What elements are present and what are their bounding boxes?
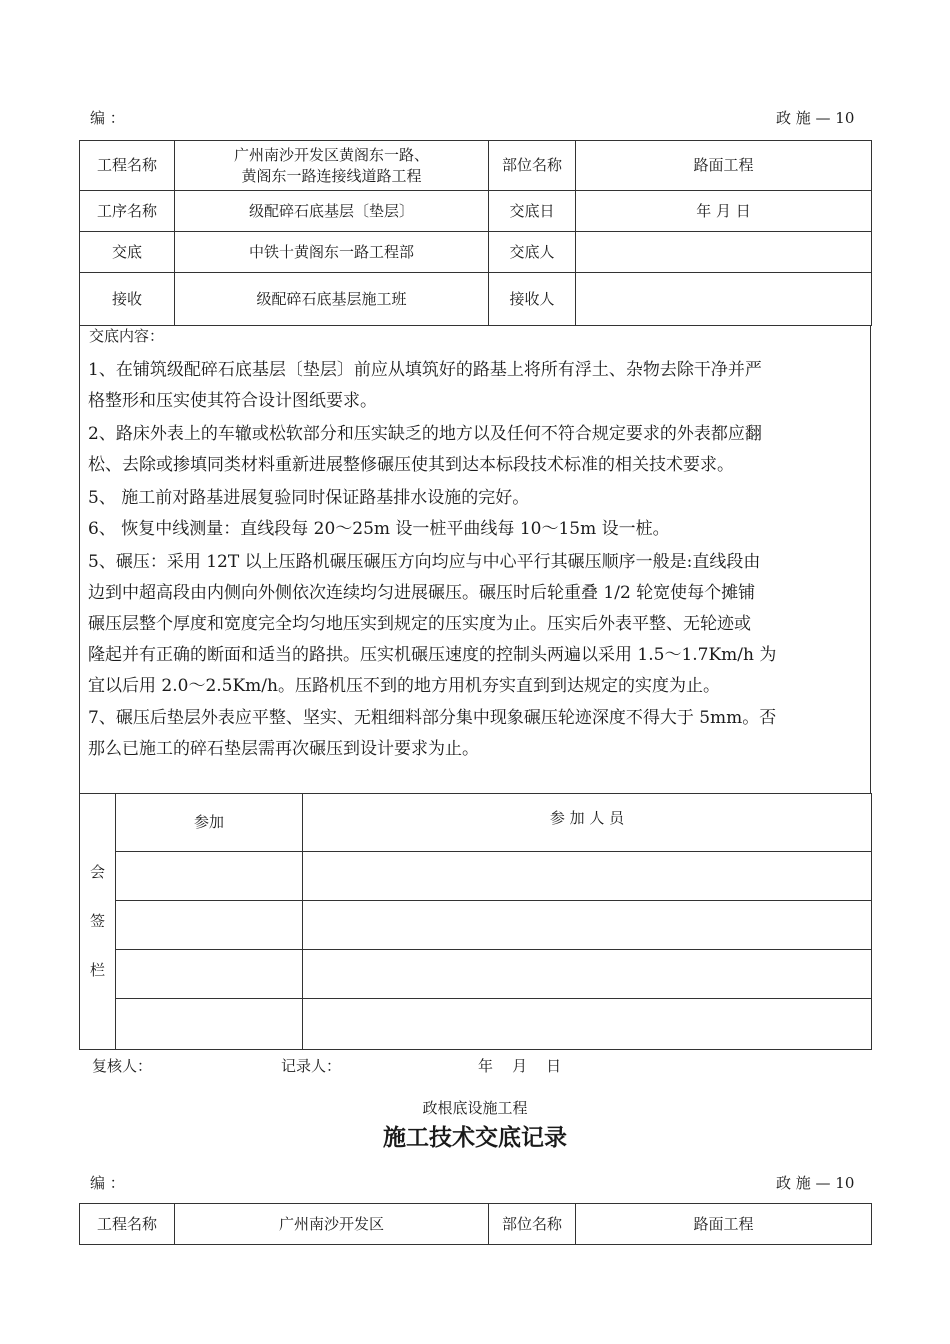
content-label: 交底内容： bbox=[89, 327, 165, 345]
paragraph-4: 6、 恢复中线测量：直线段每 20～25m 设一桩平曲线每 10～15m 设一桩。 bbox=[88, 519, 670, 539]
signature-row bbox=[80, 999, 872, 1050]
signature-row bbox=[80, 950, 872, 999]
paragraph-5: 5、碾压：采用 12T 以上压路机碾压碾压方向均应与中心平行其碾压顺序一般是:直线段由 边到中超高段由内侧向外侧依次连续均匀进展碾压。碾压时后轮重叠 1/2 轮宽使每个摊铺 碾压层整个厚度和宽度完全均匀地压实到规定的压实度为止。压实后外表平整、无轮迹或 隆起并有正确的断面和适当的路拱。压实机碾压速度的控制头两遍以采用 1.5～1.7Km/h 为 宜以后用 2.0～2.5Km/h。压路机压不到的地方用机夯实直到到达规定的实度为止。 bbox=[88, 552, 777, 696]
value-part-name: 路面工程 bbox=[576, 141, 872, 191]
page2-label-part-name: 部位名称 bbox=[489, 1204, 576, 1245]
value-process-name: 级配碎石底基层〔垫层〕 bbox=[175, 191, 489, 232]
signature-header-row bbox=[80, 794, 872, 852]
label-part-name: 部位名称 bbox=[489, 141, 576, 191]
page2-value-part-name: 路面工程 bbox=[576, 1204, 872, 1245]
label-disclosure-date: 交底日 bbox=[489, 191, 576, 232]
page2-subtitle: 政根底设施工程 bbox=[422, 1099, 528, 1117]
info-row-receiver bbox=[80, 273, 872, 326]
label-process-name: 工序名称 bbox=[80, 191, 175, 232]
recorder-label: 记录人： bbox=[281, 1057, 342, 1075]
label-discloser-person: 交底人 bbox=[489, 232, 576, 273]
page2-info-table bbox=[79, 1203, 872, 1245]
signature-col-participate: 参加 bbox=[116, 794, 303, 852]
value-discloser: 中铁十黄阁东一路工程部 bbox=[175, 232, 489, 273]
info-table bbox=[79, 140, 872, 326]
form-code: 政 施 — 10 bbox=[776, 109, 855, 127]
label-project-name: 工程名称 bbox=[80, 141, 175, 191]
disclosure-content bbox=[79, 325, 871, 793]
signature-col-participants: 参 加 人 员 bbox=[303, 794, 872, 852]
page2-info-row bbox=[80, 1204, 872, 1245]
value-receiver-person bbox=[576, 273, 872, 326]
page2-serial-label: 编 ： bbox=[90, 1174, 125, 1192]
reviewer-label: 复核人： bbox=[92, 1057, 153, 1075]
info-row-project bbox=[80, 141, 872, 191]
value-project-name: 广州南沙开发区黄阁东一路、 黄阁东一路连接线道路工程 bbox=[175, 141, 489, 191]
label-discloser: 交底 bbox=[80, 232, 175, 273]
paragraph-3: 5、 施工前对路基进展复验同时保证路基排水设施的完好。 bbox=[88, 488, 530, 508]
label-receiver-person: 接收人 bbox=[489, 273, 576, 326]
page2-value-project-name: 广州南沙开发区 bbox=[175, 1204, 489, 1245]
signature-row bbox=[80, 852, 872, 901]
signature-row bbox=[80, 901, 872, 950]
footer-date: 年 月 日 bbox=[478, 1057, 562, 1075]
info-row-discloser bbox=[80, 232, 872, 273]
value-discloser-person bbox=[576, 232, 872, 273]
label-receiver: 接收 bbox=[80, 273, 175, 326]
serial-label: 编 ： bbox=[90, 109, 125, 127]
page2-form-code: 政 施 — 10 bbox=[776, 1174, 855, 1192]
info-row-process bbox=[80, 191, 872, 232]
page2-label-project-name: 工程名称 bbox=[80, 1204, 175, 1245]
signature-table bbox=[79, 793, 872, 1050]
paragraph-1: 1、在铺筑级配碎石底基层〔垫层〕前应从填筑好的路基上将所有浮土、杂物去除干净并严 格整形和压实使其符合设计图纸要求。 bbox=[88, 360, 762, 411]
value-disclosure-date: 年 月 日 bbox=[576, 191, 872, 232]
signature-side-label: 会 签 栏 bbox=[80, 794, 116, 1050]
paragraph-2: 2、路床外表上的车辙或松软部分和压实缺乏的地方以及任何不符合规定要求的外表都应翻 松、去除或掺填同类材料重新进展整修碾压使其到达本标段技术标准的相关技术要求。 bbox=[88, 424, 762, 475]
paragraph-6: 7、碾压后垫层外表应平整、坚实、无粗细料部分集中现象碾压轮迹深度不得大于 5mm。否 那么已施工的碎石垫层需再次碾压到设计要求为止。 bbox=[88, 708, 777, 759]
value-receiver: 级配碎石底基层施工班 bbox=[175, 273, 489, 326]
page2-title: 施工技术交底记录 bbox=[383, 1125, 567, 1151]
